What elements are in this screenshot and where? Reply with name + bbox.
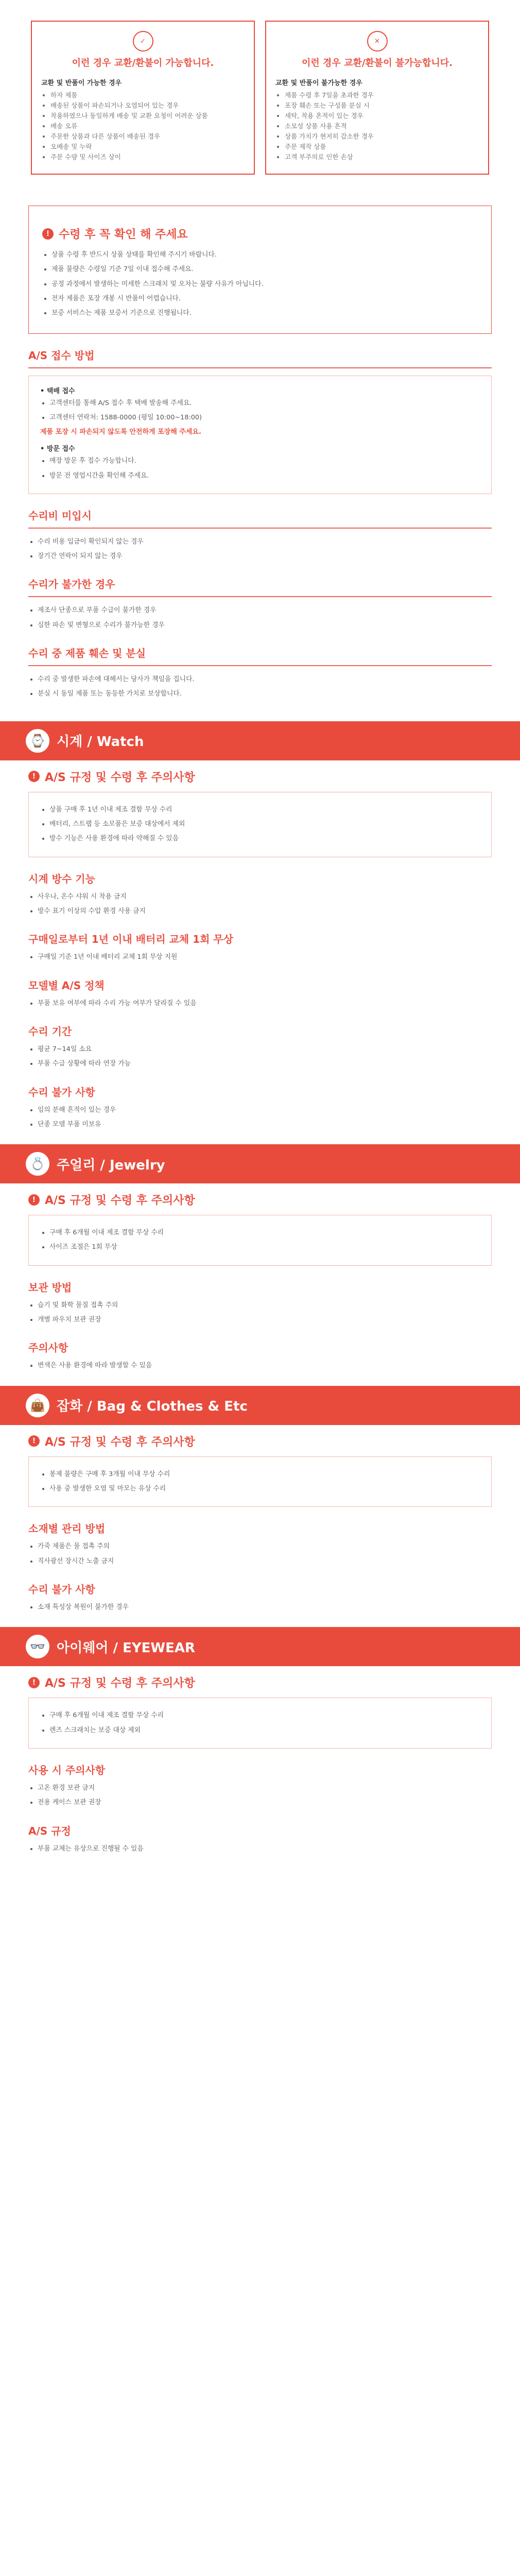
- as-method-line: • 고객센터 연락처: 1588-0000 (평일 10:00~18:00): [49, 412, 480, 424]
- category-subhead-item: • 부품 보유 여부에 따라 수리 가능 여부가 달라질 수 있음: [38, 997, 492, 1010]
- category-card-item: • 배터리, 스트랩 등 소모품은 보증 대상에서 제외: [49, 818, 480, 831]
- category-subhead-list: [28, 1601, 492, 1614]
- category-card: [28, 1698, 492, 1749]
- category-card-item: • 봉제 불량은 구매 후 3개월 이내 무상 수리: [49, 1468, 480, 1481]
- notice-item: • 공정 과정에서 발생하는 미세한 스크래치 및 오차는 불량 사유가 아닙니다.: [51, 278, 478, 291]
- category-card-list: [40, 1468, 480, 1496]
- category-subhead-list: [28, 1782, 492, 1809]
- panel-item: • 세탁, 착용 흔적이 있는 경우: [285, 111, 479, 121]
- category-subhead-list: [28, 1104, 492, 1131]
- category-subhead: 사용 시 주의사항: [28, 1764, 106, 1776]
- damage-loss-title: 수리 중 제품 훼손 및 분실: [28, 647, 146, 660]
- panel-list: [41, 90, 245, 162]
- category-subhead-item: • 습기 및 화학 물질 접촉 주의: [38, 1299, 492, 1312]
- category-subhead-item: • 전용 케이스 보관 권장: [38, 1797, 492, 1809]
- panel-exchange-available: [31, 21, 255, 175]
- category-subhead: A/S 규정: [28, 1824, 71, 1837]
- spacer: [40, 436, 480, 443]
- category-card-list: [40, 804, 480, 845]
- category-card-list: [40, 1227, 480, 1254]
- panel-subtitle: 교환 및 반품이 가능한 경우: [41, 79, 122, 87]
- category-subhead: 수리 기간: [28, 1025, 72, 1038]
- category-subhead: 주의사항: [28, 1342, 68, 1354]
- as-method-sub-label: • 택배 접수: [40, 387, 75, 395]
- info-icon: !: [28, 1677, 40, 1688]
- as-method-line: • 방문 전 영업시간을 확인해 주세요.: [49, 470, 480, 482]
- category-bar-label: 아이웨어 / EYEWEAR: [57, 1640, 195, 1656]
- panel-title: 이런 경우 교환/환불이 가능합니다.: [72, 58, 214, 69]
- ring-icon: 💍: [26, 1152, 49, 1176]
- panel-item: • 주문한 상품과 다른 상품이 배송된 경우: [50, 131, 245, 142]
- category-card-item: • 사이즈 조절은 1회 무상: [49, 1241, 480, 1253]
- repair-cost-item: • 수리 비용 입금이 확인되지 않는 경우: [38, 536, 492, 548]
- notice-list: [42, 249, 478, 320]
- panel-item: • 주문 수량 및 사이즈 상이: [50, 152, 245, 162]
- repair-cost-list: [28, 536, 492, 563]
- damage-loss-item: • 분실 시 동일 제품 또는 동등한 가치로 보상합니다.: [38, 688, 492, 700]
- category-subhead-item: • 변색은 사용 환경에 따라 발생할 수 있음: [38, 1360, 492, 1372]
- category-caution-title-text: A/S 규정 및 수령 후 주의사항: [45, 1677, 195, 1690]
- category-bar-jewelry: [0, 1144, 520, 1183]
- panel-item: • 제품 수령 후 7일을 초과한 경우: [285, 90, 479, 100]
- category-caution-title: [28, 1674, 492, 1690]
- category-subhead-item: • 개별 파우치 보관 권장: [38, 1314, 492, 1326]
- repair-cost-item: • 장기간 연락이 되지 않는 경우: [38, 550, 492, 563]
- category-card-item: • 상품 구매 후 1년 이내 제조 결함 무상 수리: [49, 804, 480, 816]
- notice-item: • 제품 불량은 수령일 기준 7일 이내 접수해 주세요.: [51, 263, 478, 276]
- notice-title: [42, 226, 478, 242]
- repair-not-allowed-item: • 제조사 단종으로 부품 수급이 불가한 경우: [38, 604, 492, 617]
- panel-item: • 하자 제품: [50, 90, 245, 100]
- category-card: [28, 792, 492, 857]
- category-card-item: • 사용 중 발생한 오염 및 마모는 유상 수리: [49, 1483, 480, 1495]
- category-caution-title-text: A/S 규정 및 수령 후 주의사항: [45, 1194, 195, 1208]
- damage-loss-list: [28, 673, 492, 701]
- category-bar-eyewear: [0, 1627, 520, 1666]
- category-subhead: 수리 불가 사항: [28, 1086, 95, 1098]
- damage-loss-item: • 수리 중 발생한 파손에 대해서는 당사가 책임을 집니다.: [38, 673, 492, 686]
- category-bar-label: 시계 / Watch: [57, 734, 144, 750]
- category-caution-title-text: A/S 규정 및 수령 후 주의사항: [45, 771, 195, 784]
- notice-item: • 상품 수령 후 반드시 상품 상태를 확인해 주시기 바랍니다.: [51, 249, 478, 261]
- category-subhead-list: [28, 997, 492, 1010]
- category-subhead-item: • 단종 모델 부품 미보유: [38, 1118, 492, 1131]
- category-card-item: • 구매 후 6개월 이내 제조 결함 무상 수리: [49, 1227, 480, 1239]
- category-subhead-item: • 가죽 제품은 물 접촉 주의: [38, 1540, 492, 1553]
- panel-item: • 상품 가치가 현저히 감소한 경우: [285, 131, 479, 142]
- category-caution-title: [28, 1433, 492, 1449]
- category-subhead-list: [28, 1360, 492, 1372]
- section-rule: [28, 665, 492, 666]
- category-block-bag: [28, 1433, 492, 1614]
- category-bar-label: 잡화 / Bag & Clothes & Etc: [57, 1399, 248, 1415]
- category-card: [28, 1456, 492, 1507]
- info-icon: !: [28, 1194, 40, 1206]
- bag-icon: 👜: [26, 1394, 49, 1417]
- category-bar-label: 주얼리 / Jewelry: [57, 1157, 165, 1173]
- repair-cost-title: 수리비 미입시: [28, 509, 92, 522]
- panel-head: [275, 31, 479, 69]
- info-icon: !: [28, 1435, 40, 1447]
- panel-item: • 착용하였으나 동일하게 배송 및 교환 요청이 어려운 상품: [50, 111, 245, 121]
- category-subhead-item: • 부품 교체는 유상으로 진행될 수 있음: [38, 1843, 492, 1855]
- category-block-jewelry: [28, 1192, 492, 1372]
- category-caution-title-text: A/S 규정 및 수령 후 주의사항: [45, 1435, 195, 1449]
- category-card: [28, 1215, 492, 1266]
- category-card-item: • 방수 기능은 사용 환경에 따라 약해질 수 있음: [49, 833, 480, 845]
- panel-item: • 소모성 상품 사용 흔적: [285, 121, 479, 131]
- category-bar-watch: [0, 721, 520, 760]
- category-subhead-item: • 방수 표기 이상의 수압 환경 사용 금지: [38, 905, 492, 918]
- category-bar-bag: [0, 1386, 520, 1425]
- as-method-lines: [40, 397, 480, 425]
- as-method-highlight: 제품 포장 시 파손되지 않도록 안전하게 포장해 주세요.: [40, 428, 201, 436]
- panel-item: • 포장 훼손 또는 구성품 분실 시: [285, 100, 479, 111]
- top-exchange-policy: [0, 0, 520, 195]
- panel-subtitle: 교환 및 반품이 불가능한 경우: [275, 79, 362, 87]
- section-rule: [28, 596, 492, 597]
- info-icon: !: [42, 228, 54, 240]
- notice-box: [28, 206, 492, 334]
- category-subhead-item: • 직사광선 장시간 노출 금지: [38, 1555, 492, 1568]
- panel-item: • 주문 제작 상품: [285, 142, 479, 152]
- glasses-icon: 👓: [26, 1635, 49, 1658]
- notice-section: [28, 195, 492, 708]
- panel-head: [41, 31, 245, 69]
- category-subhead: 수리 불가 사항: [28, 1583, 95, 1596]
- category-subhead-list: [28, 1043, 492, 1071]
- category-subhead: 소재별 관리 방법: [28, 1522, 106, 1535]
- as-method-card: [28, 376, 492, 494]
- category-subhead-list: [28, 1540, 492, 1568]
- category-subhead-item: • 소재 특성상 복원이 불가한 경우: [38, 1601, 492, 1614]
- category-subhead-item: • 평균 7~14일 소요: [38, 1043, 492, 1056]
- category-card-item: • 구매 후 6개월 이내 제조 결함 무상 수리: [49, 1709, 480, 1722]
- category-block-eyewear: [28, 1674, 492, 1855]
- category-block-watch: [28, 769, 492, 1131]
- category-subhead-list: [28, 951, 492, 963]
- category-caution-title: [28, 1192, 492, 1208]
- panel-list: [275, 90, 479, 162]
- check-circle-icon: ✓: [133, 31, 153, 52]
- as-method-lines: [40, 455, 480, 482]
- as-method-sub-label: • 방문 접수: [40, 445, 75, 453]
- category-card-list: [40, 1709, 480, 1737]
- section-rule: [28, 528, 492, 529]
- repair-not-allowed-title: 수리가 불가한 경우: [28, 578, 115, 591]
- notice-item: • 보증 서비스는 제품 보증서 기준으로 진행됩니다.: [51, 307, 478, 319]
- as-method-line: • 매장 방문 후 접수 가능합니다.: [49, 455, 480, 467]
- category-subhead: 구매일로부터 1년 이내 배터리 교체 1회 무상: [28, 933, 234, 946]
- category-subhead-list: [28, 1299, 492, 1327]
- panel-item: • 오배송 및 누락: [50, 142, 245, 152]
- panel-item: • 고객 부주의로 인한 손상: [285, 152, 479, 162]
- category-subhead-list: [28, 1843, 492, 1855]
- category-subhead-item: • 사우나, 온수 샤워 시 착용 금지: [38, 891, 492, 903]
- category-subhead-item: • 부품 수급 상황에 따라 연장 가능: [38, 1058, 492, 1070]
- category-subhead-item: • 구매일 기준 1년 이내 배터리 교체 1회 무상 지원: [38, 951, 492, 963]
- category-subhead-list: [28, 891, 492, 918]
- category-subhead: 시계 방수 기능: [28, 872, 95, 885]
- as-method-title: A/S 접수 방법: [28, 349, 95, 362]
- category-subhead: 모델별 A/S 정책: [28, 979, 105, 992]
- category-card-item: • 렌즈 스크래치는 보증 대상 제외: [49, 1724, 480, 1737]
- category-caution-title: [28, 769, 492, 785]
- panel-item: • 배송 오류: [50, 121, 245, 131]
- category-subhead-item: • 고온 환경 보관 금지: [38, 1782, 492, 1794]
- watch-icon: ⌚: [26, 729, 49, 753]
- section-rule: [28, 367, 492, 368]
- panel-item: • 배송된 상품이 파손되거나 오염되어 있는 경우: [50, 100, 245, 111]
- category-subhead: 보관 방법: [28, 1281, 72, 1294]
- as-method-line: • 고객센터를 통해 A/S 접수 후 택배 발송해 주세요.: [49, 397, 480, 410]
- notice-title-text: 수령 후 꼭 확인 해 주세요: [59, 228, 188, 241]
- info-icon: !: [28, 771, 40, 782]
- repair-not-allowed-list: [28, 604, 492, 632]
- notice-item: • 전자 제품은 포장 개봉 시 반품이 어렵습니다.: [51, 293, 478, 305]
- panel-title: 이런 경우 교환/환불이 불가능합니다.: [301, 58, 453, 69]
- category-subhead-item: • 임의 분해 흔적이 있는 경우: [38, 1104, 492, 1116]
- repair-not-allowed-item: • 심한 파손 및 변형으로 수리가 불가능한 경우: [38, 619, 492, 632]
- x-circle-icon: ✕: [367, 31, 388, 52]
- panel-exchange-unavailable: [265, 21, 489, 175]
